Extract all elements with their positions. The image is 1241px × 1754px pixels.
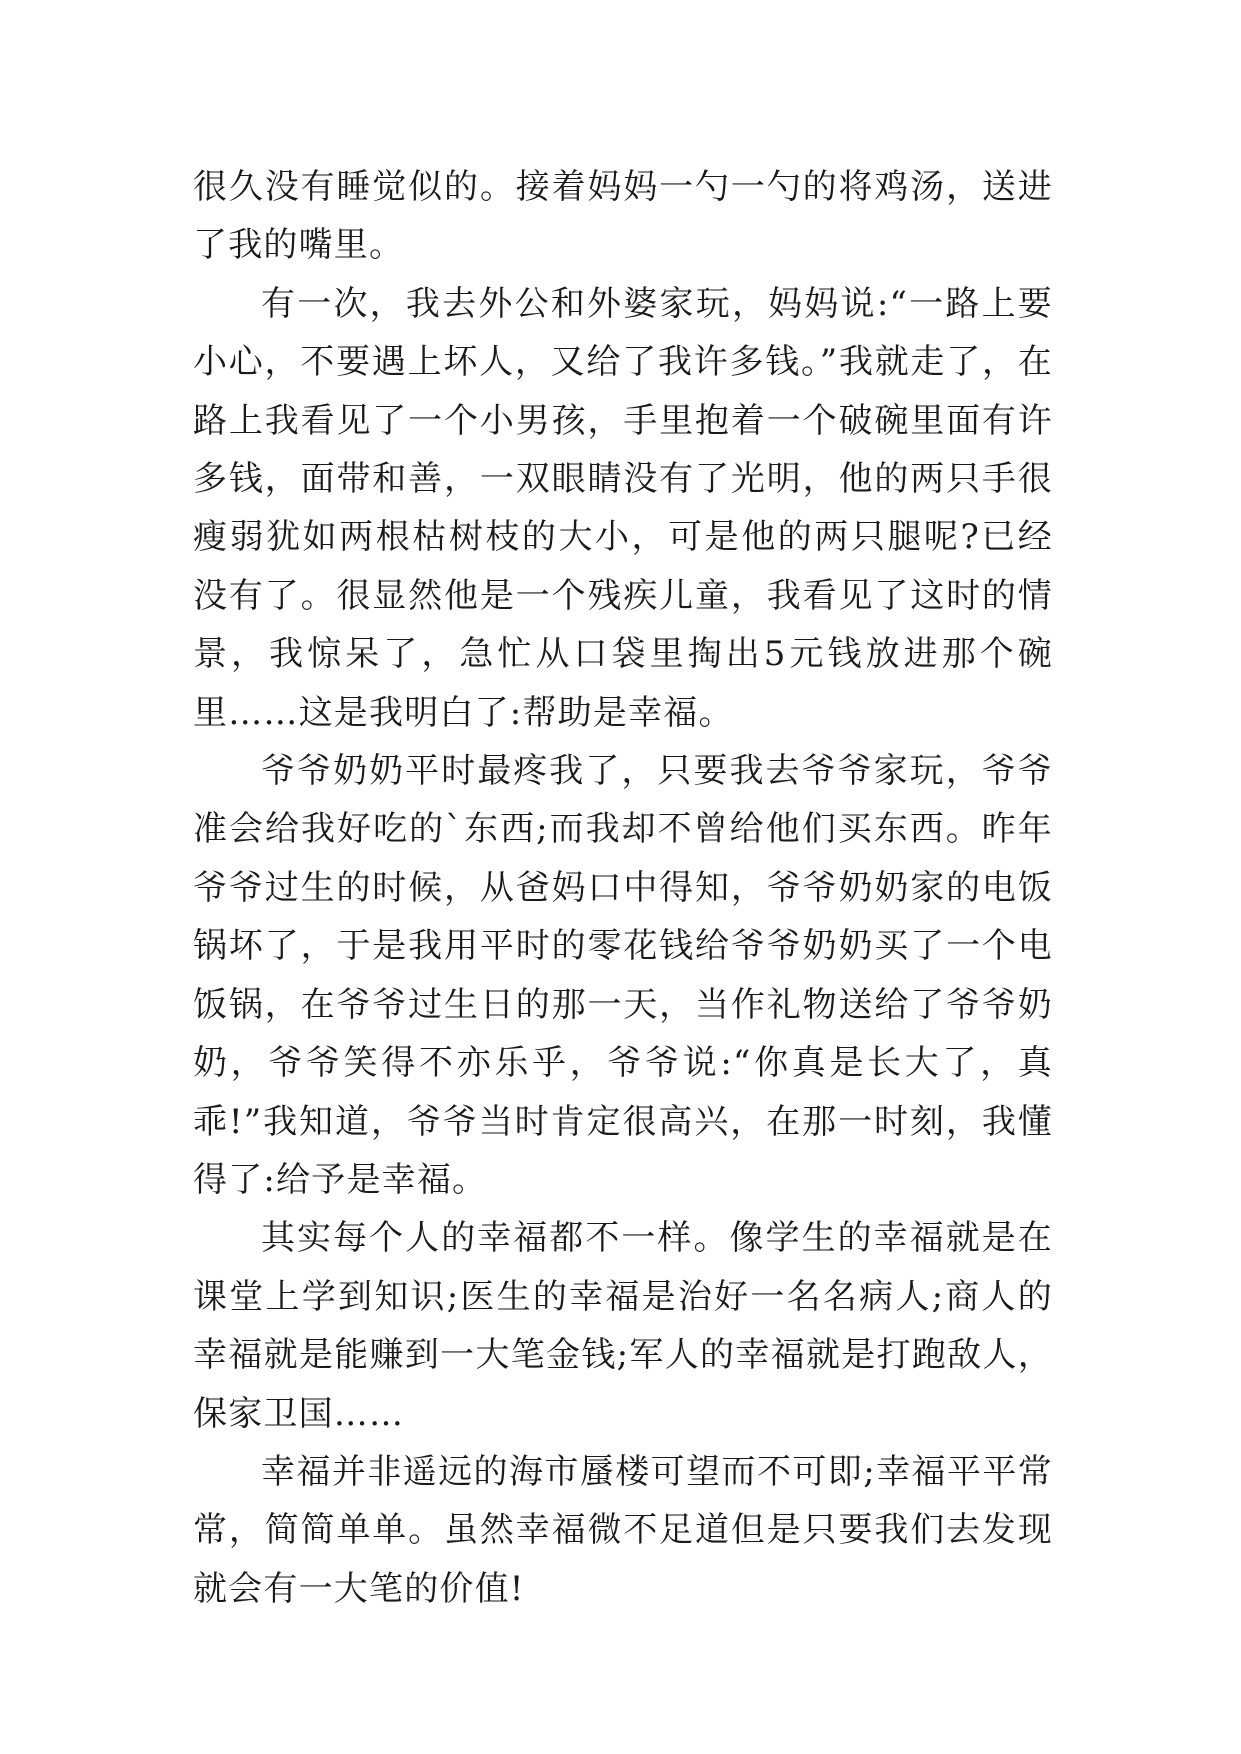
body-text xyxy=(193,158,1053,1618)
paragraph-giving: 爷爷奶奶平时最疼我了，只要我去爷爷家玩，爷爷准会给我好吃的`东西;而我却不曾给他们买东西。昨年爷爷过生的时候，从爸妈口中得知，爷爷奶奶家的电饭锅坏了，于是我用平时的零花钱给爷爷奶奶买了一个电饭锅，在爷爷过生日的那一天，当作礼物送给了爷爷奶奶，爷爷笑得不亦乐乎，爷爷说:“你真是长大了，真乖!”我知道，爷爷当时肯定很高兴，在那一时刻，我懂得了:给予是幸福。 xyxy=(193,751,1053,1200)
paragraph-conclusion: 幸福并非遥远的海市蜃楼可望而不可即;幸福平平常常，简简单单。虽然幸福微不足道但是只要我们去发现就会有一大笔的价值! xyxy=(193,1451,1053,1609)
paragraph-everyone: 其实每个人的幸福都不一样。像学生的幸福就是在课堂上学到知识;医生的幸福是治好一名名病人;商人的幸福就是能赚到一大笔金钱;军人的幸福就是打跑敌人，保家卫国…… xyxy=(193,1218,1053,1434)
paragraph-continuation: 很久没有睡觉似的。接着妈妈一勺一勺的将鸡汤，送进了我的嘴里。 xyxy=(193,167,1053,266)
paragraph-helping: 有一次，我去外公和外婆家玩，妈妈说:“一路上要小心，不要遇上坏人，又给了我许多钱。”我就走了，在路上我看见了一个小男孩，手里抱着一个破碗里面有许多钱，面带和善，一双眼睛没有了光明，他的两只手很瘦弱犹如两根枯树枝的大小，可是他的两只腿呢?已经没有了。很显然他是一个残疾儿童，我看见了这时的情景，我惊呆了，急忙从口袋里掏出5元钱放进那个碗里……这是我明白了:帮助是幸福。 xyxy=(193,283,1053,733)
